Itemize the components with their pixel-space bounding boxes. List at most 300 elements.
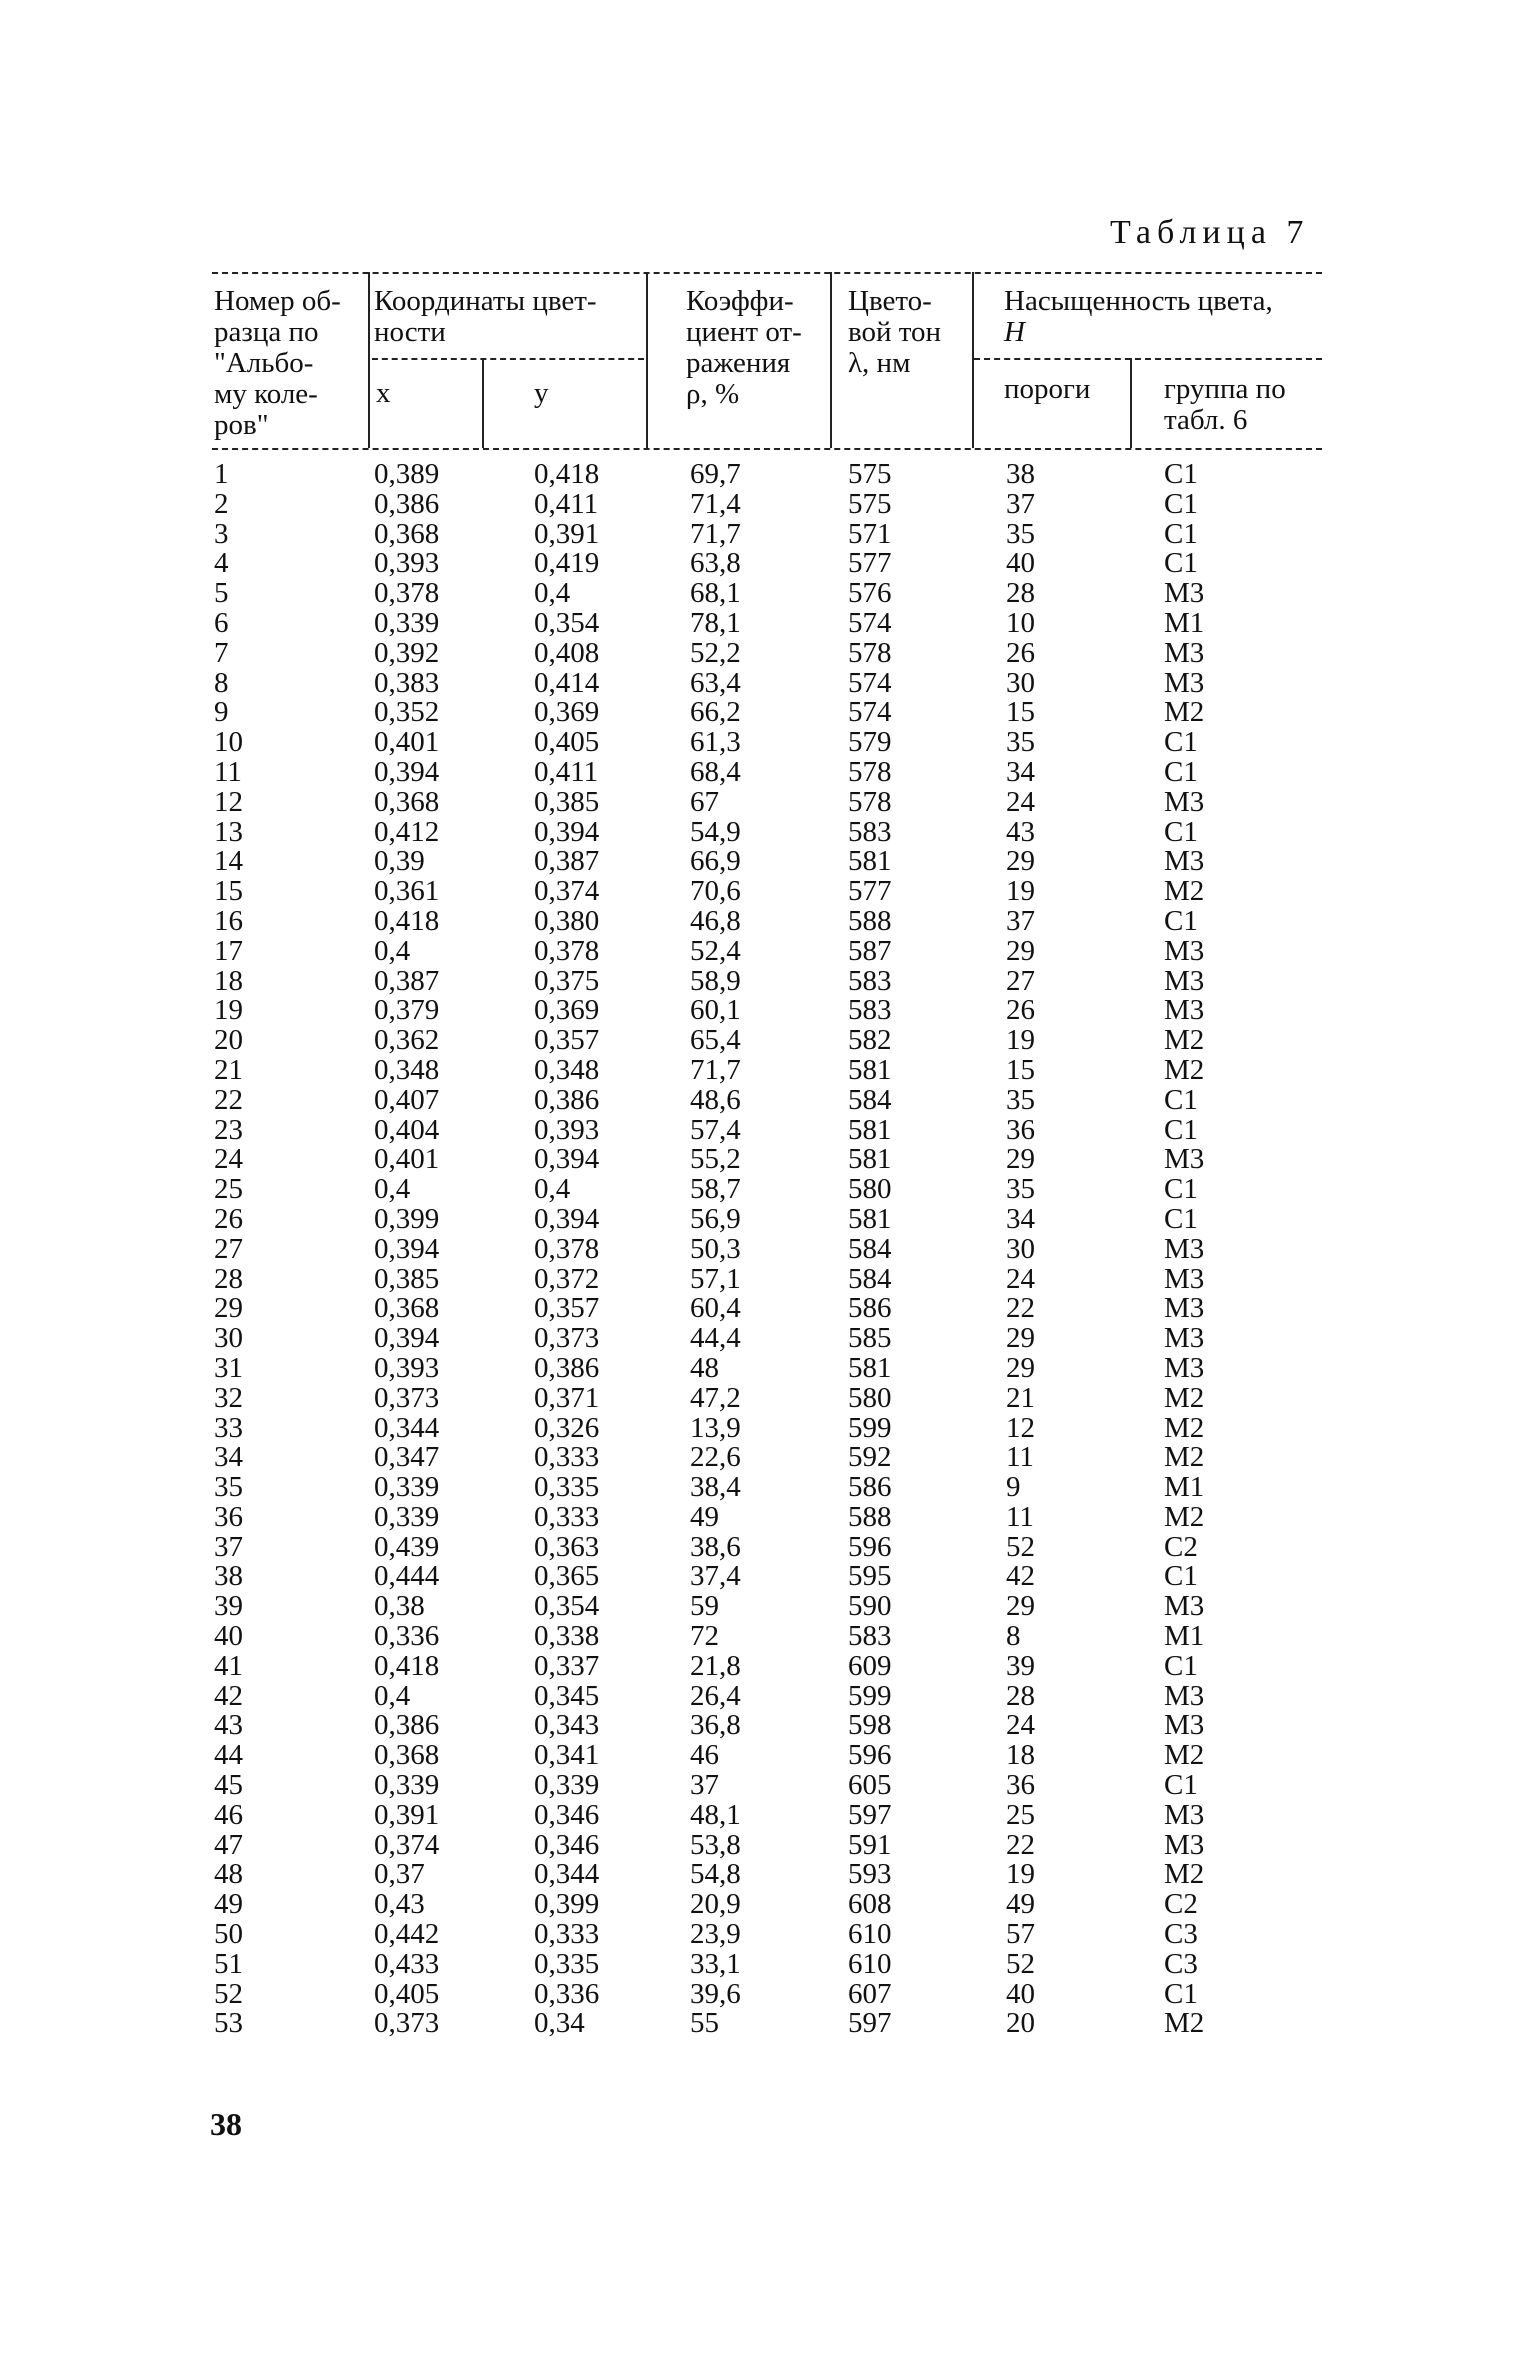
cell-x: 0,373 <box>374 1381 440 1414</box>
column-divider-1 <box>368 272 370 448</box>
cell-reflectance: 66,2 <box>690 696 741 729</box>
table-row <box>0 1890 1535 1920</box>
cell-x: 0,389 <box>374 458 440 490</box>
cell-group: М2 <box>1164 1858 1205 1891</box>
header-bottom-rule <box>212 448 1322 450</box>
table-row <box>0 1026 1535 1056</box>
cell-reflectance: 55 <box>690 2007 719 2040</box>
cell-sample-number: 53 <box>214 2007 243 2040</box>
cell-group: М2 <box>1164 1500 1205 1533</box>
cell-group: М3 <box>1164 1709 1205 1742</box>
cell-sample-number: 50 <box>214 1918 243 1951</box>
table-row <box>0 1649 1535 1682</box>
cell-reflectance: 68,1 <box>690 577 741 610</box>
cell-sample-number: 21 <box>214 1053 243 1086</box>
cell-threshold: 42 <box>1006 1560 1035 1593</box>
cell-x: 0,339 <box>374 606 440 639</box>
cell-hue: 585 <box>848 1322 892 1355</box>
cell-threshold: 57 <box>1006 1918 1035 1951</box>
header-coordinates: Координаты цвет- ности <box>374 285 597 348</box>
cell-sample-number: 41 <box>214 1649 243 1682</box>
cell-threshold: 20 <box>1006 2007 1035 2040</box>
cell-y: 0,394 <box>534 815 600 848</box>
page-number: 38 <box>210 2106 242 2142</box>
cell-x: 0,385 <box>374 1262 440 1295</box>
table-row <box>0 1175 1535 1205</box>
cell-threshold: 24 <box>1006 1709 1035 1742</box>
cell-reflectance: 33,1 <box>690 1947 741 1980</box>
cell-y: 0,336 <box>534 1977 600 2010</box>
cell-hue: 583 <box>848 815 892 848</box>
cell-threshold: 49 <box>1006 1888 1035 1921</box>
cell-hue: 591 <box>848 1828 892 1861</box>
cell-hue: 605 <box>848 1769 892 1802</box>
cell-hue: 581 <box>848 1113 892 1146</box>
cell-threshold: 37 <box>1006 904 1035 937</box>
table-row <box>0 1232 1535 1265</box>
header-reflectance: Коэффи- циент от- ражения ρ, % <box>686 285 802 410</box>
cell-y: 0,411 <box>534 487 599 520</box>
cell-x: 0,394 <box>374 1322 440 1355</box>
cell-hue: 571 <box>848 517 892 550</box>
cell-x: 0,39 <box>374 845 425 878</box>
cell-x: 0,433 <box>374 1947 440 1980</box>
cell-threshold: 52 <box>1006 1947 1035 1980</box>
cell-reflectance: 49 <box>690 1500 719 1533</box>
cell-reflectance: 48 <box>690 1351 719 1384</box>
cell-threshold: 26 <box>1006 994 1035 1027</box>
cell-sample-number: 47 <box>214 1828 243 1861</box>
cell-reflectance: 54,9 <box>690 815 741 848</box>
cell-threshold: 35 <box>1006 1173 1035 1206</box>
cell-sample-number: 10 <box>214 726 243 759</box>
cell-reflectance: 63,4 <box>690 666 741 699</box>
cell-hue: 580 <box>848 1173 892 1206</box>
cell-threshold: 43 <box>1006 815 1035 848</box>
cell-y: 0,418 <box>534 458 600 490</box>
cell-y: 0,354 <box>534 1590 600 1623</box>
cell-sample-number: 39 <box>214 1590 243 1623</box>
cell-y: 0,372 <box>534 1262 600 1295</box>
cell-sample-number: 13 <box>214 815 243 848</box>
cell-x: 0,394 <box>374 755 440 788</box>
cell-y: 0,34 <box>534 2007 585 2040</box>
cell-group: С1 <box>1164 815 1198 848</box>
cell-reflectance: 50,3 <box>690 1232 741 1265</box>
cell-x: 0,4 <box>374 1173 411 1206</box>
cell-sample-number: 11 <box>214 755 242 788</box>
cell-threshold: 15 <box>1006 696 1035 729</box>
table-row <box>0 785 1535 818</box>
table-row <box>0 1262 1535 1295</box>
cell-reflectance: 61,3 <box>690 726 741 759</box>
cell-y: 0,333 <box>534 1441 600 1474</box>
cell-x: 0,393 <box>374 547 440 580</box>
cell-group: М3 <box>1164 994 1205 1027</box>
cell-y: 0,399 <box>534 1888 600 1921</box>
cell-hue: 577 <box>848 547 892 580</box>
cell-sample-number: 29 <box>214 1292 243 1325</box>
cell-hue: 575 <box>848 458 892 490</box>
cell-threshold: 19 <box>1006 1024 1035 1057</box>
cell-reflectance: 52,4 <box>690 934 741 967</box>
table-row <box>0 1411 1535 1444</box>
cell-x: 0,368 <box>374 517 440 550</box>
cell-group: М3 <box>1164 785 1205 818</box>
cell-group: М3 <box>1164 1322 1205 1355</box>
cell-sample-number: 12 <box>214 785 243 818</box>
cell-reflectance: 70,6 <box>690 875 741 908</box>
cell-hue: 582 <box>848 1024 892 1057</box>
table-row <box>0 1500 1535 1533</box>
table-row <box>0 1443 1535 1473</box>
cell-y: 0,393 <box>534 1113 600 1146</box>
cell-group: М2 <box>1164 1381 1205 1414</box>
table-row <box>0 1711 1535 1741</box>
table-row <box>0 636 1535 669</box>
cell-reflectance: 66,9 <box>690 845 741 878</box>
cell-hue: 581 <box>848 1053 892 1086</box>
cell-x: 0,404 <box>374 1113 440 1146</box>
cell-hue: 583 <box>848 964 892 997</box>
table-row <box>0 815 1535 848</box>
cell-group: М2 <box>1164 1024 1205 1057</box>
cell-threshold: 11 <box>1006 1500 1034 1533</box>
cell-group: М3 <box>1164 964 1205 997</box>
table-row <box>0 1679 1535 1712</box>
cell-group: С1 <box>1164 547 1198 580</box>
cell-hue: 597 <box>848 2007 892 2040</box>
cell-sample-number: 27 <box>214 1232 243 1265</box>
table-row <box>0 1351 1535 1384</box>
cell-threshold: 24 <box>1006 785 1035 818</box>
cell-x: 0,373 <box>374 2007 440 2040</box>
cell-reflectance: 48,6 <box>690 1083 741 1116</box>
cell-sample-number: 45 <box>214 1769 243 1802</box>
cell-hue: 592 <box>848 1441 892 1474</box>
cell-y: 0,343 <box>534 1709 600 1742</box>
cell-reflectance: 56,9 <box>690 1202 741 1235</box>
cell-x: 0,368 <box>374 1739 440 1772</box>
table-row <box>0 964 1535 997</box>
cell-hue: 576 <box>848 577 892 610</box>
table-row <box>0 996 1535 1026</box>
cell-reflectance: 26,4 <box>690 1679 741 1712</box>
cell-reflectance: 23,9 <box>690 1918 741 1951</box>
cell-y: 0,378 <box>534 934 600 967</box>
cell-sample-number: 43 <box>214 1709 243 1742</box>
cell-sample-number: 6 <box>214 606 229 639</box>
table-row <box>0 1053 1535 1086</box>
cell-group: М3 <box>1164 1351 1205 1384</box>
cell-hue: 588 <box>848 1500 892 1533</box>
cell-group: М3 <box>1164 577 1205 610</box>
cell-y: 0,338 <box>534 1620 600 1653</box>
cell-group: М3 <box>1164 1143 1205 1176</box>
cell-threshold: 39 <box>1006 1649 1035 1682</box>
cell-x: 0,444 <box>374 1560 440 1593</box>
cell-hue: 599 <box>848 1411 892 1444</box>
cell-sample-number: 35 <box>214 1471 243 1504</box>
cell-sample-number: 5 <box>214 577 229 610</box>
cell-y: 0,345 <box>534 1679 600 1712</box>
cell-group: М2 <box>1164 1739 1205 1772</box>
cell-hue: 586 <box>848 1292 892 1325</box>
table-row <box>0 606 1535 639</box>
cell-reflectance: 57,4 <box>690 1113 741 1146</box>
cell-sample-number: 46 <box>214 1798 243 1831</box>
cell-y: 0,326 <box>534 1411 600 1444</box>
cell-reflectance: 67 <box>690 785 719 818</box>
column-divider-4 <box>972 272 974 448</box>
cell-x: 0,348 <box>374 1053 440 1086</box>
cell-reflectance: 60,1 <box>690 994 741 1027</box>
cell-y: 0,337 <box>534 1649 600 1682</box>
cell-sample-number: 52 <box>214 1977 243 2010</box>
cell-sample-number: 40 <box>214 1620 243 1653</box>
cell-reflectance: 47,2 <box>690 1381 741 1414</box>
cell-hue: 593 <box>848 1858 892 1891</box>
cell-reflectance: 60,4 <box>690 1292 741 1325</box>
cell-y: 0,391 <box>534 517 600 550</box>
cell-group: С1 <box>1164 487 1198 520</box>
cell-y: 0,385 <box>534 785 600 818</box>
cell-group: С1 <box>1164 517 1198 550</box>
cell-hue: 583 <box>848 994 892 1027</box>
cell-threshold: 38 <box>1006 458 1035 490</box>
cell-reflectance: 55,2 <box>690 1143 741 1176</box>
table-row <box>0 1324 1535 1354</box>
cell-threshold: 35 <box>1006 517 1035 550</box>
cell-sample-number: 48 <box>214 1858 243 1891</box>
cell-y: 0,394 <box>534 1143 600 1176</box>
cell-group: С1 <box>1164 1083 1198 1116</box>
cell-reflectance: 38,4 <box>690 1471 741 1504</box>
cell-x: 0,339 <box>374 1769 440 1802</box>
table-row <box>0 2009 1535 2039</box>
cell-reflectance: 38,6 <box>690 1530 741 1563</box>
cell-threshold: 34 <box>1006 755 1035 788</box>
cell-sample-number: 16 <box>214 904 243 937</box>
cell-sample-number: 17 <box>214 934 243 967</box>
cell-x: 0,43 <box>374 1888 425 1921</box>
cell-x: 0,361 <box>374 875 440 908</box>
cell-threshold: 21 <box>1006 1381 1035 1414</box>
cell-threshold: 29 <box>1006 1143 1035 1176</box>
cell-group: С1 <box>1164 1113 1198 1146</box>
cell-y: 0,365 <box>534 1560 600 1593</box>
cell-reflectance: 72 <box>690 1620 719 1653</box>
cell-x: 0,4 <box>374 1679 411 1712</box>
cell-x: 0,386 <box>374 1709 440 1742</box>
table-row <box>0 1592 1535 1622</box>
cell-sample-number: 9 <box>214 696 229 729</box>
cell-group: С1 <box>1164 1173 1198 1206</box>
table-row <box>0 877 1535 907</box>
header-hue: Цвето- вой тон λ, нм <box>848 285 942 379</box>
cell-reflectance: 71,7 <box>690 1053 741 1086</box>
cell-hue: 607 <box>848 1977 892 2010</box>
table-row <box>0 904 1535 937</box>
cell-x: 0,442 <box>374 1918 440 1951</box>
cell-y: 0,387 <box>534 845 600 878</box>
table-row <box>0 1771 1535 1801</box>
cell-hue: 578 <box>848 755 892 788</box>
cell-x: 0,347 <box>374 1441 440 1474</box>
cell-hue: 583 <box>848 1620 892 1653</box>
cell-hue: 598 <box>848 1709 892 1742</box>
cell-reflectance: 58,7 <box>690 1173 741 1206</box>
cell-x: 0,418 <box>374 1649 440 1682</box>
table-row <box>0 934 1535 967</box>
cell-x: 0,336 <box>374 1620 440 1653</box>
cell-y: 0,408 <box>534 636 600 669</box>
cell-threshold: 8 <box>1006 1620 1021 1653</box>
cell-threshold: 10 <box>1006 606 1035 639</box>
cell-y: 0,333 <box>534 1918 600 1951</box>
table-row <box>0 1530 1535 1563</box>
cell-hue: 577 <box>848 875 892 908</box>
cell-threshold: 28 <box>1006 1679 1035 1712</box>
cell-group: М1 <box>1164 1620 1205 1653</box>
cell-group: М2 <box>1164 696 1205 729</box>
cell-group: М2 <box>1164 1411 1205 1444</box>
cell-threshold: 22 <box>1006 1828 1035 1861</box>
cell-sample-number: 19 <box>214 994 243 1027</box>
cell-sample-number: 34 <box>214 1441 243 1474</box>
cell-threshold: 35 <box>1006 1083 1035 1116</box>
cell-sample-number: 44 <box>214 1739 243 1772</box>
cell-threshold: 12 <box>1006 1411 1035 1444</box>
cell-x: 0,407 <box>374 1083 440 1116</box>
column-divider-xy <box>482 358 484 448</box>
cell-threshold: 34 <box>1006 1202 1035 1235</box>
cell-reflectance: 71,7 <box>690 517 741 550</box>
table-row <box>0 1083 1535 1116</box>
cell-sample-number: 23 <box>214 1113 243 1146</box>
cell-group: М3 <box>1164 1262 1205 1295</box>
cell-reflectance: 48,1 <box>690 1798 741 1831</box>
cell-group: С3 <box>1164 1947 1198 1980</box>
cell-threshold: 29 <box>1006 1590 1035 1623</box>
cell-group: М3 <box>1164 1590 1205 1623</box>
cell-group: С1 <box>1164 904 1198 937</box>
cell-hue: 584 <box>848 1083 892 1116</box>
cell-y: 0,419 <box>534 547 600 580</box>
cell-threshold: 40 <box>1006 547 1035 580</box>
cell-group: С1 <box>1164 1202 1198 1235</box>
cell-hue: 595 <box>848 1560 892 1593</box>
cell-group: С2 <box>1164 1888 1198 1921</box>
cell-threshold: 37 <box>1006 487 1035 520</box>
cell-hue: 580 <box>848 1381 892 1414</box>
cell-reflectance: 63,8 <box>690 547 741 580</box>
cell-x: 0,344 <box>374 1411 440 1444</box>
cell-y: 0,335 <box>534 1471 600 1504</box>
cell-hue: 584 <box>848 1232 892 1265</box>
cell-threshold: 15 <box>1006 1053 1035 1086</box>
cell-x: 0,399 <box>374 1202 440 1235</box>
cell-x: 0,378 <box>374 577 440 610</box>
cell-x: 0,401 <box>374 726 440 759</box>
table-top-rule <box>212 272 1322 274</box>
cell-reflectance: 65,4 <box>690 1024 741 1057</box>
cell-x: 0,393 <box>374 1351 440 1384</box>
cell-group: М2 <box>1164 1441 1205 1474</box>
cell-x: 0,368 <box>374 1292 440 1325</box>
cell-reflectance: 78,1 <box>690 606 741 639</box>
cell-sample-number: 42 <box>214 1679 243 1712</box>
cell-hue: 588 <box>848 904 892 937</box>
cell-x: 0,339 <box>374 1471 440 1504</box>
table-row <box>0 1622 1535 1652</box>
cell-x: 0,383 <box>374 666 440 699</box>
cell-threshold: 30 <box>1006 1232 1035 1265</box>
cell-group: С3 <box>1164 1918 1198 1951</box>
cell-hue: 581 <box>848 1351 892 1384</box>
cell-sample-number: 15 <box>214 875 243 908</box>
cell-y: 0,371 <box>534 1381 600 1414</box>
cell-sample-number: 33 <box>214 1411 243 1444</box>
cell-hue: 574 <box>848 696 892 729</box>
cell-threshold: 35 <box>1006 726 1035 759</box>
cell-group: М1 <box>1164 1471 1205 1504</box>
table-body <box>0 460 1535 2039</box>
cell-group: С1 <box>1164 726 1198 759</box>
cell-hue: 608 <box>848 1888 892 1921</box>
cell-hue: 579 <box>848 726 892 759</box>
cell-y: 0,414 <box>534 666 600 699</box>
cell-group: М3 <box>1164 666 1205 699</box>
cell-y: 0,344 <box>534 1858 600 1891</box>
cell-threshold: 24 <box>1006 1262 1035 1295</box>
cell-sample-number: 2 <box>214 487 229 520</box>
cell-x: 0,362 <box>374 1024 440 1057</box>
cell-reflectance: 37 <box>690 1769 719 1802</box>
cell-threshold: 36 <box>1006 1113 1035 1146</box>
cell-threshold: 29 <box>1006 845 1035 878</box>
cell-hue: 574 <box>848 666 892 699</box>
cell-sample-number: 7 <box>214 636 229 669</box>
cell-y: 0,341 <box>534 1739 600 1772</box>
cell-sample-number: 20 <box>214 1024 243 1057</box>
cell-reflectance: 22,6 <box>690 1441 741 1474</box>
cell-sample-number: 24 <box>214 1143 243 1176</box>
coords-subheader-rule <box>372 358 644 360</box>
cell-y: 0,348 <box>534 1053 600 1086</box>
cell-reflectance: 69,7 <box>690 458 741 490</box>
cell-reflectance: 46 <box>690 1739 719 1772</box>
cell-group: М2 <box>1164 2007 1205 2040</box>
cell-x: 0,394 <box>374 1232 440 1265</box>
cell-group: С1 <box>1164 1769 1198 1802</box>
cell-threshold: 18 <box>1006 1739 1035 1772</box>
cell-reflectance: 39,6 <box>690 1977 741 2010</box>
cell-x: 0,386 <box>374 487 440 520</box>
cell-group: М3 <box>1164 1828 1205 1861</box>
cell-hue: 596 <box>848 1530 892 1563</box>
header-sample-number: Номер об- разца по "Альбо- му коле- ров" <box>214 285 341 441</box>
table-row <box>0 1798 1535 1831</box>
table-row <box>0 698 1535 728</box>
cell-y: 0,339 <box>534 1769 600 1802</box>
cell-y: 0,357 <box>534 1292 600 1325</box>
cell-x: 0,391 <box>374 1798 440 1831</box>
cell-threshold: 19 <box>1006 875 1035 908</box>
cell-reflectance: 53,8 <box>690 1828 741 1861</box>
table-row <box>0 666 1535 699</box>
table-row <box>0 1294 1535 1324</box>
